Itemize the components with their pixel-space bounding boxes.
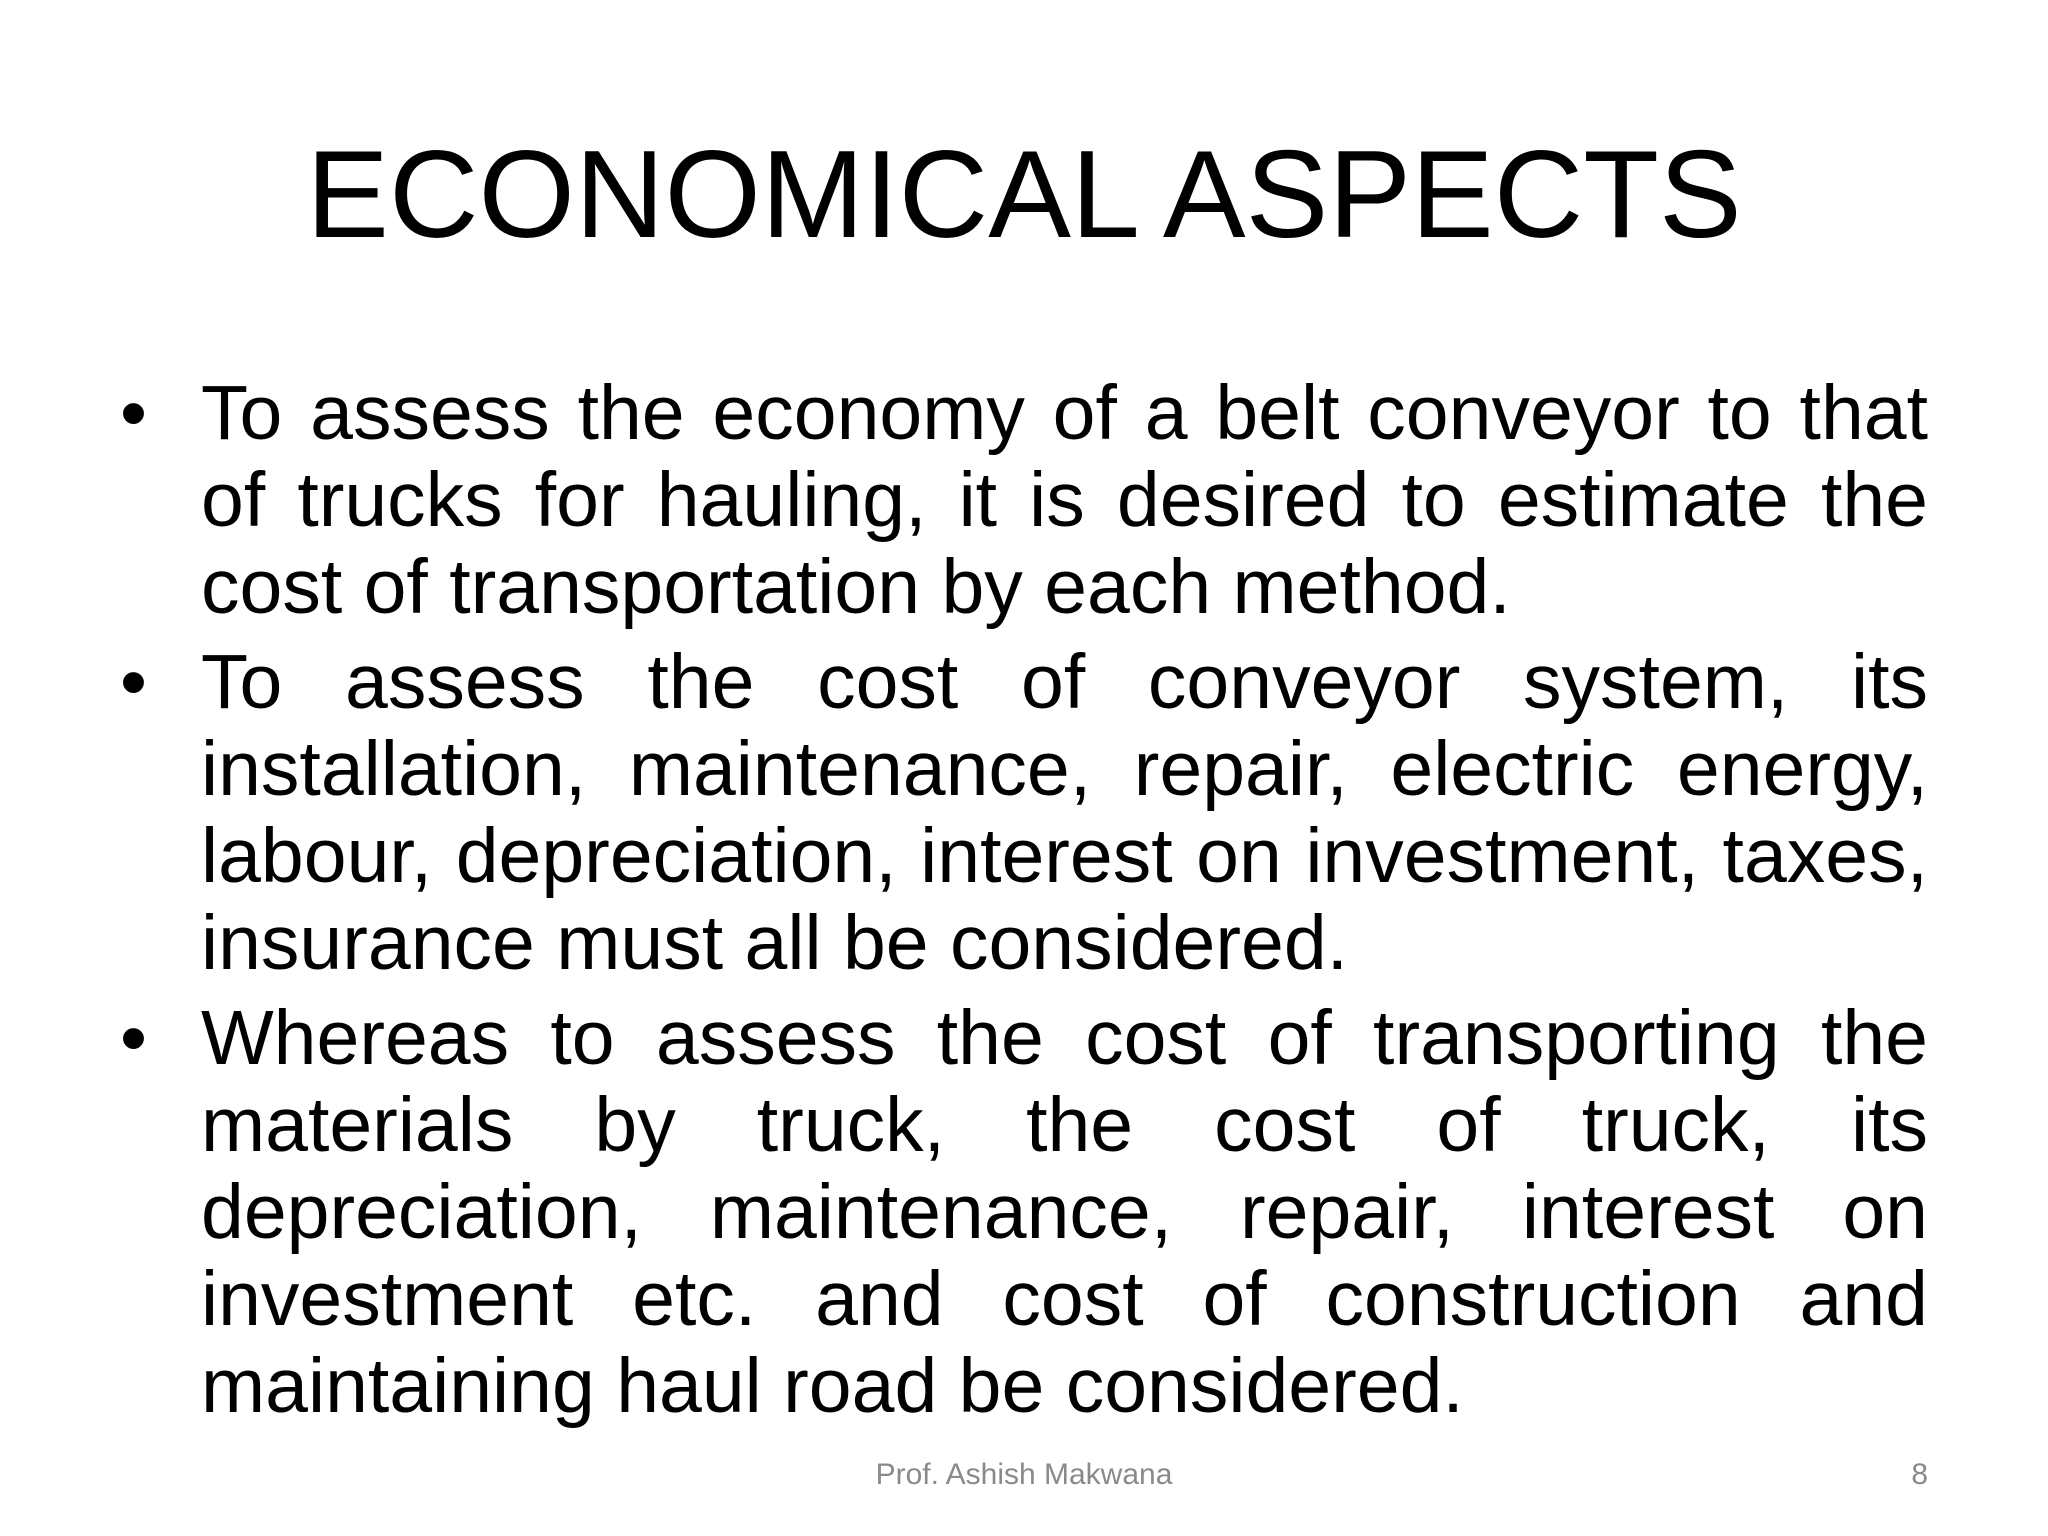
slide-title: ECONOMICAL ASPECTS (306, 126, 1742, 264)
page-number: 8 (1911, 1458, 1928, 1491)
bullet-text: To assess the cost of conveyor system, its installation, maintenance, repair, electric energy, labour, depreciation, interest on investment, taxes, insurance must all be considered. (201, 639, 1928, 986)
bullet-text: To assess the economy of a belt conveyor to that of trucks for hauling, it is desired to estimate the cost of transportation by each method. (201, 370, 1928, 630)
bullet-marker: • (120, 995, 147, 1081)
bullet-item (120, 370, 1928, 631)
bullet-marker: • (120, 370, 147, 456)
footer-author: Prof. Ashish Makwana (875, 1458, 1173, 1491)
bullet-marker: • (120, 639, 147, 725)
bullet-list (120, 370, 1928, 1438)
bullet-item (120, 639, 1928, 987)
bullet-item (120, 995, 1928, 1430)
bullet-text: Whereas to assess the cost of transporting the materials by truck, the cost of truck, its depreciation, maintenance, repair, interest on investment etc. and cost of construction and maintaining haul road be considered. (201, 995, 1928, 1429)
